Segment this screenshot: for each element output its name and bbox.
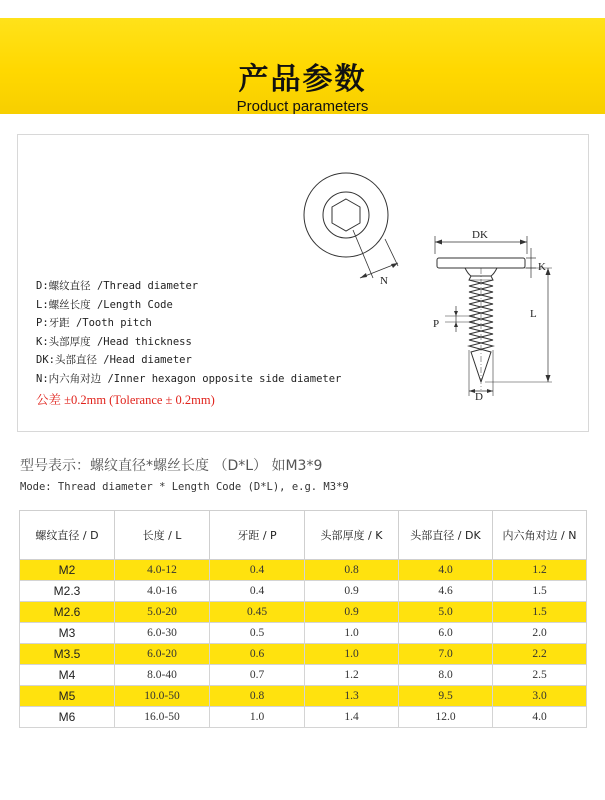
table-cell: 6.0-20 [115, 644, 210, 665]
table-cell: 3.0 [493, 686, 587, 707]
table-cell: 1.0 [210, 707, 305, 728]
tolerance-note: 公差 ±0.2mm (Tolerance ± 0.2mm) [36, 392, 215, 407]
table-cell: 1.2 [305, 665, 399, 686]
table-cell: 0.9 [305, 602, 399, 623]
label-p: P [433, 318, 440, 330]
table-cell: 7.0 [399, 644, 493, 665]
table-cell: 0.4 [210, 560, 305, 581]
table-cell: 0.6 [210, 644, 305, 665]
table-cell: M3 [20, 623, 115, 644]
table-cell: 8.0-40 [115, 665, 210, 686]
table-cell: 2.0 [493, 623, 587, 644]
table-cell: 4.0 [493, 707, 587, 728]
screw-head [437, 258, 525, 268]
label-k: K [538, 261, 546, 273]
page-title: 产品参数 [238, 62, 367, 97]
table-cell: 0.8 [210, 686, 305, 707]
table-cell: 12.0 [399, 707, 493, 728]
legend-item: N:内六角对边 /Inner hexagon opposite side diameter [36, 372, 342, 385]
header-banner [0, 18, 605, 114]
dk-dimension [435, 229, 527, 254]
table-header-row [20, 511, 587, 560]
table-row [20, 560, 587, 581]
table-cell: 1.4 [305, 707, 399, 728]
table-row [20, 581, 587, 602]
table-cell: M4 [20, 665, 115, 686]
table-row [20, 602, 587, 623]
table-cell: 4.6 [399, 581, 493, 602]
table-row [20, 686, 587, 707]
table-cell: 10.0-50 [115, 686, 210, 707]
table-cell: 4.0 [399, 560, 493, 581]
table-cell: 4.0-12 [115, 560, 210, 581]
table-cell: 0.7 [210, 665, 305, 686]
table-cell: M5 [20, 686, 115, 707]
label-l: L [530, 308, 537, 320]
table-row [20, 644, 587, 665]
table-cell: 1.0 [305, 644, 399, 665]
table-cell: 6.0 [399, 623, 493, 644]
table-cell: 8.0 [399, 665, 493, 686]
header-cell: 牙距 / P [210, 511, 305, 560]
legend-item: DK:头部直径 /Head diameter [36, 354, 192, 367]
table-row [20, 707, 587, 728]
table-cell: 1.2 [493, 560, 587, 581]
table-cell: 5.0 [399, 602, 493, 623]
table-cell: 9.5 [399, 686, 493, 707]
table-cell: 0.8 [305, 560, 399, 581]
legend-item: D:螺纹直径 /Thread diameter [36, 280, 199, 292]
legend-item: K:头部厚度 /Head thickness [36, 335, 192, 348]
table-cell: 1.5 [493, 581, 587, 602]
legend-item: P:牙距 /Tooth pitch [36, 317, 152, 330]
header-cell: 长度 / L [115, 511, 210, 560]
screw-thread [469, 268, 493, 390]
table-cell: 0.45 [210, 602, 305, 623]
model-format-en: Mode: Thread diameter * Length Code (D*L), e.g. M3*9 [20, 481, 349, 493]
page-subtitle: Product parameters [236, 98, 369, 115]
p-dimension [433, 306, 475, 332]
header-cell: 头部厚度 / K [305, 511, 399, 560]
header-cell: 内六角对边 / N [493, 511, 587, 560]
table-cell: M6 [20, 707, 115, 728]
parameter-legend [36, 277, 341, 409]
table-cell: 1.5 [493, 602, 587, 623]
k-dimension [526, 248, 546, 278]
table-cell: 1.3 [305, 686, 399, 707]
table-cell: 0.4 [210, 581, 305, 602]
table-cell: 0.9 [305, 581, 399, 602]
table-cell: M2.6 [20, 602, 115, 623]
legend-item: L:螺丝长度 /Length Code [36, 298, 173, 311]
table-cell: 6.0-30 [115, 623, 210, 644]
table-cell: 0.5 [210, 623, 305, 644]
table-cell: M2.3 [20, 581, 115, 602]
label-d: D [475, 391, 483, 400]
l-dimension [485, 268, 552, 382]
table-cell: 5.0-20 [115, 602, 210, 623]
model-format-cn: 型号表示：螺纹直径*螺丝长度 （D*L） 如M3*9 [20, 458, 323, 474]
table-cell: 16.0-50 [115, 707, 210, 728]
table-cell: M3.5 [20, 644, 115, 665]
table-cell: M2 [20, 560, 115, 581]
table-cell: 2.5 [493, 665, 587, 686]
header-cell: 螺纹直径 / D [20, 511, 115, 560]
label-n: N [380, 275, 388, 287]
table-cell: 2.2 [493, 644, 587, 665]
header-cell: 头部直径 / DK [399, 511, 493, 560]
head-top-view [304, 173, 398, 287]
table-row [20, 623, 587, 644]
spec-table [19, 510, 587, 728]
table-cell: 4.0-16 [115, 581, 210, 602]
table-row [20, 665, 587, 686]
label-dk: DK [472, 229, 488, 241]
table-cell: 1.0 [305, 623, 399, 644]
